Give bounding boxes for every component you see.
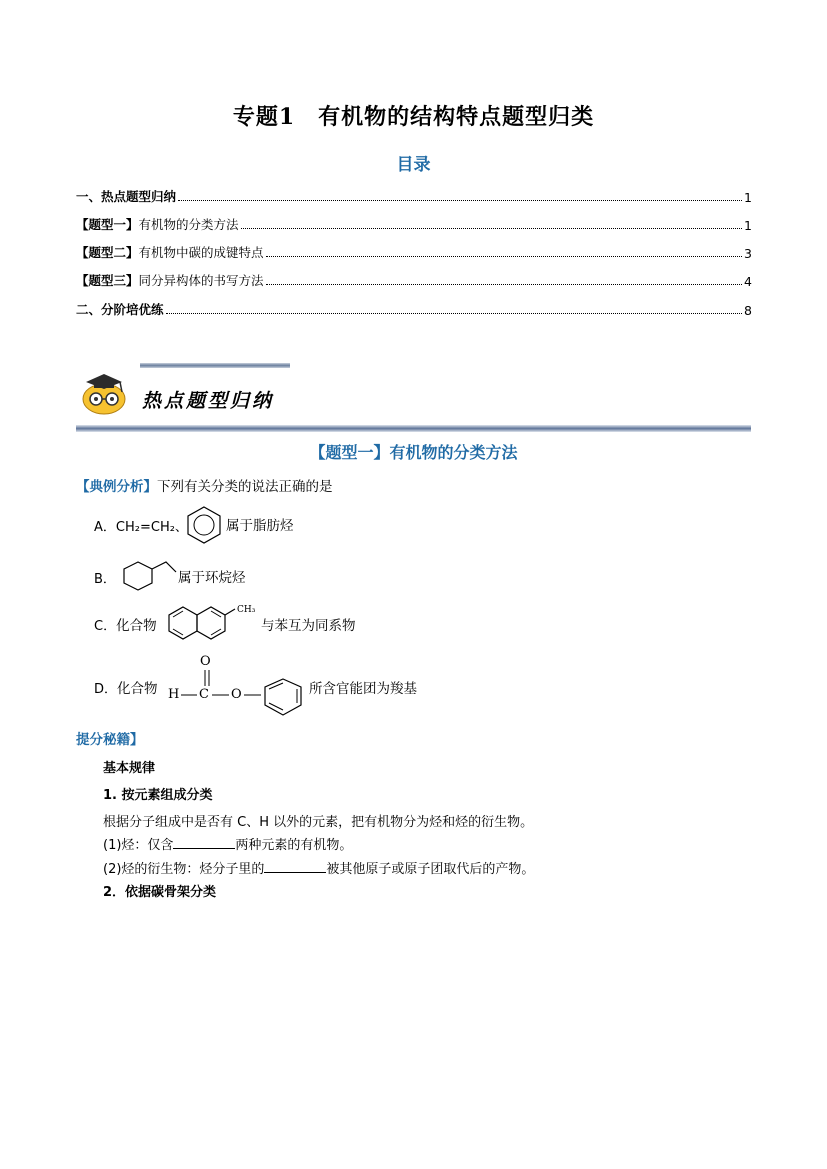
methylnaphthalene-structure bbox=[165, 603, 237, 645]
methyl-label: CH₃ bbox=[237, 605, 256, 615]
toc-leader bbox=[266, 256, 743, 257]
toc-item-label: 【题型一】 bbox=[76, 217, 139, 232]
option-letter: D． bbox=[94, 682, 118, 697]
toc-item[interactable] bbox=[76, 271, 752, 289]
toc-page-number: 8 bbox=[744, 303, 752, 318]
toc-item-label: 一、热点题型归纳 bbox=[76, 189, 177, 204]
p2-prefix: (1)烃：仅含 bbox=[103, 838, 174, 853]
fill-blank-1[interactable] bbox=[173, 836, 235, 849]
toc-item-text: 有机物中碳的成键特点 bbox=[138, 245, 264, 260]
toc-page-number: 3 bbox=[744, 246, 752, 261]
benzene-structure bbox=[186, 505, 222, 545]
option-letter: C． bbox=[94, 619, 117, 634]
example-tag: 【典例分析】 bbox=[76, 479, 157, 495]
option-a-text: 属于脂肪烃 bbox=[226, 518, 294, 534]
toc-leader bbox=[241, 228, 743, 229]
option-a[interactable] bbox=[94, 516, 188, 535]
toc-page-number: 1 bbox=[744, 218, 752, 233]
option-letter: A． bbox=[94, 520, 116, 535]
option-letter: B． bbox=[94, 572, 116, 587]
option-b-text: 属于环烷烃 bbox=[178, 570, 246, 586]
hydrogen-label: H bbox=[168, 687, 180, 702]
subheading-1: 1. 按元素组成分类 bbox=[103, 788, 213, 803]
phenyl-formate-structure bbox=[177, 677, 307, 719]
paragraph-1: 根据分子组成中是否有 C、H 以外的元素，把有机物分为烃和烃的衍生物。 bbox=[103, 815, 534, 830]
banner-top-bar bbox=[140, 363, 290, 368]
fill-blank-2[interactable] bbox=[264, 860, 326, 873]
option-c-prefix: 化合物 bbox=[116, 618, 157, 634]
toc-page-number: 4 bbox=[744, 274, 752, 289]
toc-item-text: 有机物的分类方法 bbox=[138, 217, 239, 232]
toc-page-number: 1 bbox=[744, 190, 752, 205]
toc-item-text: 同分异构体的书写方法 bbox=[138, 273, 264, 288]
cyclohexyl-ethyl-structure bbox=[122, 560, 178, 592]
toc-leader bbox=[166, 313, 743, 314]
p2-suffix: 两种元素的有机物。 bbox=[235, 838, 353, 853]
option-b[interactable] bbox=[94, 568, 116, 587]
carbonyl-oxygen-label: O bbox=[200, 654, 211, 669]
option-d-prefix: 化合物 bbox=[117, 681, 158, 697]
option-d[interactable] bbox=[94, 677, 158, 697]
toc-item[interactable] bbox=[76, 243, 752, 261]
question-text: 下列有关分类的说法正确的是 bbox=[157, 479, 333, 495]
option-d-text: 所含官能团为羧基 bbox=[309, 681, 417, 697]
paragraph-2 bbox=[103, 834, 352, 853]
example-question bbox=[76, 475, 333, 495]
toc-item[interactable] bbox=[76, 215, 752, 233]
toc-item-label: 【题型二】 bbox=[76, 245, 139, 260]
subheading-2: 2．依据碳骨架分类 bbox=[103, 885, 217, 900]
page-title: 专题1 有机物的结构特点题型归类 bbox=[232, 104, 595, 130]
toc-leader bbox=[178, 200, 742, 201]
banner-title: 热点题型归纳 bbox=[142, 390, 275, 412]
toc-item-label: 【题型三】 bbox=[76, 273, 139, 288]
toc-heading: 目录 bbox=[396, 155, 431, 175]
ester-oxygen-label: O bbox=[231, 687, 242, 702]
option-a-formula: CH₂=CH₂、 bbox=[115, 520, 188, 535]
option-c[interactable] bbox=[94, 614, 157, 634]
banner-divider bbox=[76, 425, 751, 432]
option-c-text: 与苯互为同系物 bbox=[261, 618, 356, 634]
paragraph-3 bbox=[103, 858, 534, 877]
p3-prefix: (2)烃的衍生物：烃分子里的 bbox=[103, 862, 265, 877]
rule-title: 基本规律 bbox=[103, 761, 156, 776]
toc-leader bbox=[266, 284, 743, 285]
toc-item[interactable] bbox=[76, 187, 752, 205]
toc-item[interactable] bbox=[76, 300, 752, 318]
carbon-label: C bbox=[199, 687, 209, 702]
p3-suffix: 被其他原子或原子团取代后的产物。 bbox=[326, 862, 535, 877]
toc-item-label: 二、分阶培优练 bbox=[76, 302, 164, 317]
graduate-face-icon bbox=[80, 370, 128, 416]
tips-tag: 提分秘籍】 bbox=[76, 732, 144, 748]
section-title: 【题型一】有机物的分类方法 bbox=[309, 443, 518, 462]
